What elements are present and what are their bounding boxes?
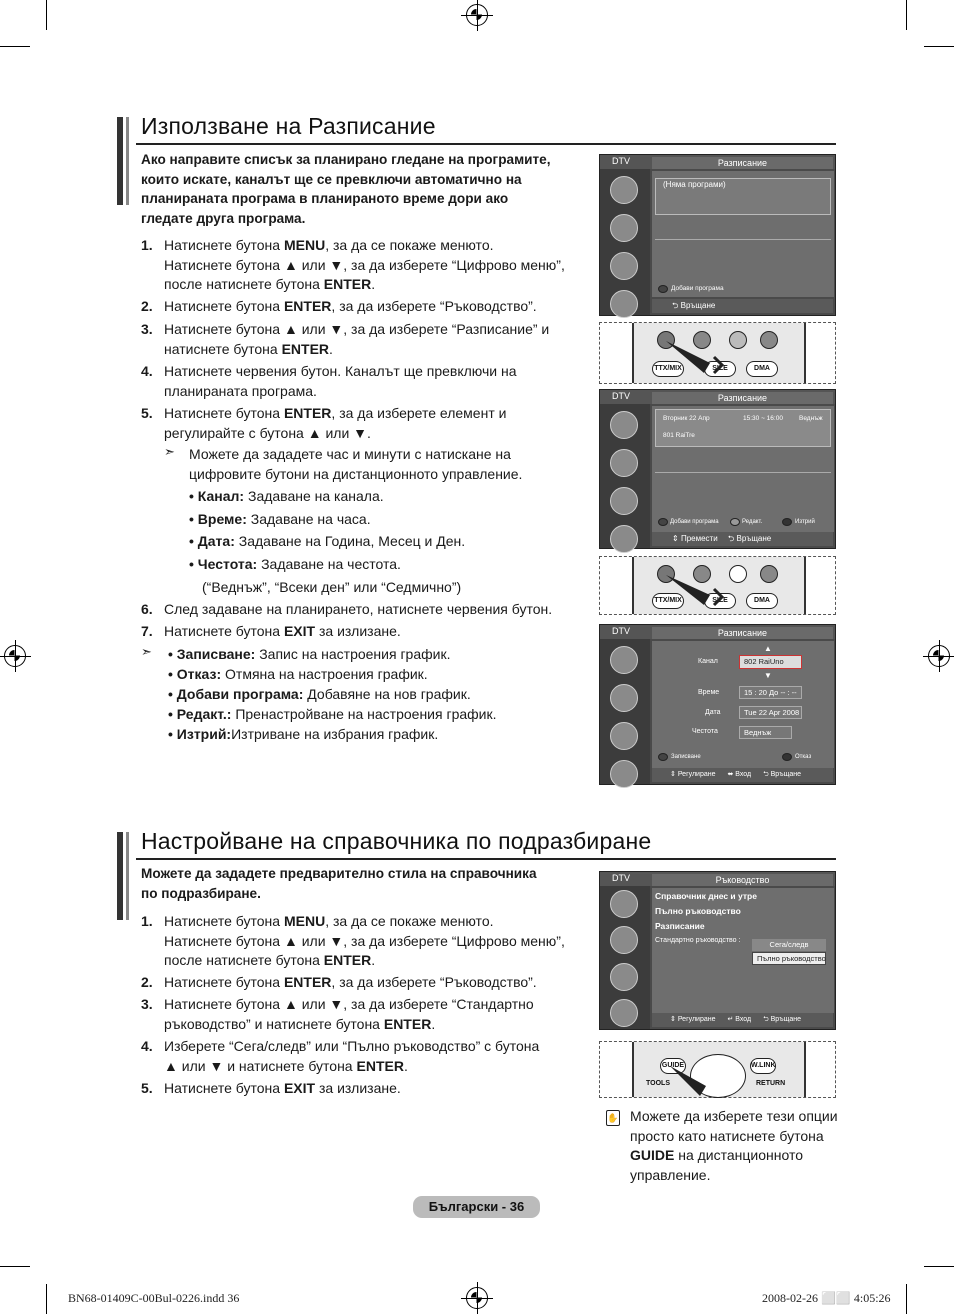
- input-icon: [610, 999, 638, 1027]
- dtv-label: DTV: [612, 873, 630, 883]
- step-item: [141, 995, 591, 1035]
- step-line: ръководство” и натиснете бутона ENTER.: [164, 1015, 436, 1032]
- crop-mark: [906, 1284, 907, 1314]
- red-button-icon: [658, 753, 668, 761]
- crop-mark: [46, 1284, 47, 1314]
- menu-sidebar: [600, 169, 650, 315]
- bullet-text: Отмяна на настроения график.: [221, 666, 428, 682]
- ttx-mix-button: TTX/MIX: [652, 593, 684, 609]
- step-number: 1.: [141, 913, 153, 929]
- screen-title: Ръководство: [652, 874, 833, 886]
- step-number: 5.: [141, 405, 153, 421]
- picture-icon: [610, 411, 638, 439]
- step-line: Натиснете бутона ENTER, за да изберете елемент и: [164, 405, 507, 421]
- input-icon: [610, 760, 638, 788]
- save-label: Записване: [671, 754, 701, 760]
- pointer-hand-icon: [666, 1064, 726, 1098]
- blue-button-icon: [760, 565, 778, 583]
- back-label: Връщане: [736, 534, 772, 543]
- note-line: Можете да зададете час и минути с натискане на: [189, 446, 511, 462]
- section-bar: [126, 117, 129, 205]
- yellow-button-icon: [729, 331, 747, 349]
- screen-footer: ⮌ Връщане: [652, 299, 833, 313]
- frequency-values: (“Веднъж”, “Всеки ден” или “Седмично”): [202, 579, 462, 595]
- guide-note: [630, 1107, 840, 1185]
- tv-screen-schedule-empty: [599, 154, 836, 316]
- empty-label: (Няма програми): [663, 180, 726, 189]
- step-line: Натиснете бутона ▲ или ▼, за да изберете “Цифрово меню”,: [164, 932, 565, 949]
- note-line: цифровите бутони на дистанционното управление.: [189, 465, 523, 482]
- schedule-edit-panel: [652, 641, 834, 768]
- step-line: Натиснете бутона EXIT за излизане.: [164, 1080, 401, 1096]
- step-line: След задаване на планирането, натиснете червения бутон.: [164, 601, 553, 617]
- bullet-text: Пренастройване на настроения график.: [231, 706, 497, 722]
- add-program-label: Добави програма: [671, 285, 724, 292]
- sound-icon: [610, 449, 638, 477]
- screen-footer: ⇕ Регулиране ⬌ Вход ⮌ Връщане: [652, 768, 833, 782]
- option-text: Задаване на канала.: [244, 488, 384, 504]
- bullet-label: • Добави програма:: [168, 686, 304, 702]
- step-line: Натиснете бутона ENTER, за да изберете “Ръководство”.: [164, 974, 537, 990]
- input-icon: [610, 290, 638, 318]
- remote-illustration: [599, 322, 836, 384]
- pointer-hand-icon: [664, 337, 724, 377]
- step-number: 7.: [141, 623, 153, 639]
- page-number-badge: Български - 36: [413, 1196, 540, 1218]
- step-item: [141, 973, 591, 993]
- option-label: • Честота:: [189, 556, 258, 572]
- bullet-text: Запис на настроения график.: [255, 646, 451, 662]
- step-item: [141, 320, 591, 360]
- step-item: [141, 622, 591, 642]
- step-item: [141, 912, 591, 972]
- section-title: Настройване на справочника по подразбиране: [141, 828, 652, 854]
- back-label: Връщане: [680, 301, 716, 310]
- back-label: Връщане: [770, 771, 801, 778]
- bullet-item: [168, 704, 588, 724]
- section-bar: [117, 832, 123, 920]
- move-label: Премести: [680, 534, 718, 543]
- dma-button: DMA: [746, 593, 778, 609]
- registration-mark-icon: [928, 645, 950, 667]
- sound-icon: [610, 684, 638, 712]
- intro-line: по подразбиране.: [141, 885, 261, 901]
- footer-file: BN68-01409C-00Bul-0226.indd 36: [68, 1291, 240, 1305]
- step-number: 6.: [141, 601, 153, 617]
- menu-item[interactable]: Справочник днес и утре: [655, 891, 757, 901]
- intro-line: планираната програма в планираното време дори ако: [141, 191, 509, 206]
- step-item: [141, 1037, 591, 1077]
- yellow-button-icon: [729, 565, 747, 583]
- step-number: 5.: [141, 1080, 153, 1096]
- step-number: 4.: [141, 363, 153, 379]
- step-line: планираната програма.: [164, 382, 317, 399]
- divider: [655, 472, 831, 473]
- setup-icon: [610, 963, 638, 991]
- date-label: Дата: [705, 709, 721, 716]
- option-item: [189, 510, 371, 530]
- remote-illustration: [599, 556, 836, 615]
- dtv-label: DTV: [612, 391, 630, 401]
- tv-screen-schedule-list: [599, 389, 836, 549]
- step-number: 4.: [141, 1038, 153, 1054]
- yellow-button-icon: [782, 518, 792, 526]
- bullet-label: • Отказ:: [168, 666, 222, 682]
- intro-paragraph: [141, 864, 591, 903]
- section-title: Използване на Разписание: [141, 113, 436, 139]
- registration-mark-icon: [466, 4, 488, 26]
- edit-label: Редакт.: [742, 519, 763, 525]
- note-line: GUIDE на дистанционното: [630, 1147, 804, 1164]
- setup-icon: [610, 487, 638, 515]
- channel-field[interactable]: 802 RaiUno: [739, 655, 802, 669]
- bullet-label: • Изтрий:: [168, 726, 232, 742]
- default-guide-label: Стандартно ръководство: [655, 937, 737, 944]
- option-label: • Дата:: [189, 533, 235, 549]
- remote-illustration: [599, 1041, 836, 1098]
- enter-label: Вход: [735, 1016, 752, 1023]
- step-item: [141, 362, 591, 402]
- dtv-label: DTV: [612, 156, 630, 166]
- down-arrow-icon: ▼: [764, 671, 772, 680]
- crop-mark: [924, 46, 954, 47]
- menu-sidebar: [600, 639, 650, 784]
- registration-mark-icon: [4, 645, 26, 667]
- step-line: Натиснете бутона EXIT за излизане.: [164, 623, 401, 639]
- note-line: управление.: [630, 1166, 711, 1183]
- screen-footer: ⇕ Премести ⮌ Връщане: [652, 532, 833, 546]
- dma-button: DMA: [746, 361, 778, 377]
- input-icon: [610, 525, 638, 553]
- intro-line: гледате друга програма.: [141, 210, 306, 226]
- sound-icon: [610, 214, 638, 242]
- cancel-label: Отказ: [795, 754, 812, 760]
- green-button-icon: [730, 518, 740, 526]
- note-arrow-icon: ➣: [141, 644, 152, 659]
- step-item: [141, 600, 591, 620]
- screen-title: Разписание: [652, 627, 833, 639]
- screen-title: Разписание: [652, 392, 833, 404]
- step-line: натиснете бутона ENTER.: [164, 340, 333, 357]
- channel-label: Канал: [698, 658, 718, 665]
- up-arrow-icon: ▲: [764, 644, 772, 653]
- option-text: Задаване на Година, Месец и Ден.: [234, 533, 466, 549]
- step-line: Натиснете бутона MENU, за да се покаже менюто.: [164, 237, 494, 253]
- dtv-label: DTV: [612, 626, 630, 636]
- crop-mark: [0, 46, 30, 47]
- menu-item[interactable]: Разписание: [655, 921, 705, 931]
- option-item: [189, 532, 465, 552]
- screen-title: Разписание: [652, 157, 833, 169]
- ttx-mix-button: TTX/MIX: [652, 361, 684, 377]
- sound-icon: [610, 926, 638, 954]
- tv-screen-guide: [599, 871, 836, 1030]
- step-number: 2.: [141, 974, 153, 990]
- divider: [655, 239, 831, 240]
- add-program-label: Добави програма: [670, 519, 719, 525]
- step-item: [141, 236, 591, 296]
- crop-mark: [924, 1266, 954, 1267]
- note-hand-icon: ✋: [606, 1110, 620, 1126]
- step-number: 3.: [141, 996, 153, 1012]
- bullet-text: Изтриване на избрания график.: [231, 726, 439, 742]
- step-line: Изберете “Сега/следв” или “Пълно ръководство” с бутона: [164, 1038, 540, 1054]
- crop-mark: [0, 1266, 30, 1267]
- size-button: SIZE: [704, 593, 736, 609]
- step-item: [141, 1079, 591, 1099]
- guide-button: GUIDE: [660, 1058, 686, 1074]
- intro-line: Можете да зададете предварително стила на справочника: [141, 866, 537, 881]
- option-item: [189, 487, 384, 507]
- bullet-item: [168, 724, 588, 744]
- bullet-text: Добавяне на нов график.: [303, 686, 471, 702]
- tools-label: TOOLS: [646, 1080, 670, 1087]
- row-frequency: Веднъж: [799, 415, 823, 422]
- row-channel: 801 RaiTre: [663, 432, 695, 439]
- option-text: Задаване на часа.: [246, 511, 371, 527]
- note-text: [189, 445, 589, 484]
- intro-line: които искате, каналът ще се превключи автоматично на: [141, 171, 522, 187]
- enter-label: Вход: [735, 771, 752, 778]
- guide-panel: [652, 888, 834, 1013]
- row-time: 15:30 ~ 16:00: [743, 415, 783, 422]
- note-line: просто като натиснете бутона: [630, 1127, 824, 1144]
- picture-icon: [610, 646, 638, 674]
- date-field[interactable]: Tue 22 Apr 2008: [739, 706, 802, 719]
- bullet-item: [168, 684, 588, 704]
- menu-sidebar: [600, 886, 650, 1029]
- footer-date: 2008-02-26 ⬜⬜ 4:05:26: [762, 1291, 891, 1305]
- crop-mark: [906, 0, 907, 30]
- step-number: 3.: [141, 321, 153, 337]
- step-line: после натиснете бутона ENTER.: [164, 952, 376, 969]
- step-item: [141, 404, 591, 444]
- bullet-item: [168, 664, 588, 684]
- note-line: Можете да изберете тези опции: [630, 1108, 838, 1124]
- delete-label: Изтрий: [795, 519, 815, 525]
- step-number: 2.: [141, 298, 153, 314]
- intro-paragraph: [141, 150, 591, 228]
- step-line: после натиснете бутона ENTER.: [164, 276, 376, 293]
- schedule-panel: [652, 171, 834, 297]
- option-label: • Време:: [189, 511, 247, 527]
- step-line: Натиснете бутона ENTER, за да изберете “Ръководство”.: [164, 298, 537, 314]
- section-bar: [117, 117, 123, 205]
- setup-icon: [610, 722, 638, 750]
- size-button: SIZE: [704, 361, 736, 377]
- red-button-icon: [658, 285, 668, 293]
- setup-icon: [610, 252, 638, 280]
- pointer-hand-icon: [664, 571, 724, 611]
- wlink-button: W.LINK: [750, 1058, 776, 1074]
- section-underline: [136, 858, 836, 860]
- step-line: Натиснете бутона MENU, за да се покаже менюто.: [164, 913, 494, 929]
- menu-item[interactable]: Пълно ръководство: [655, 906, 741, 916]
- step-item: [141, 297, 591, 317]
- back-label: Връщане: [770, 1016, 801, 1023]
- menu-item[interactable]: Стандартно ръководство :: [655, 937, 741, 944]
- bullet-label: • Редакт.:: [168, 706, 232, 722]
- schedule-panel: [652, 406, 834, 532]
- red-button-icon: [658, 518, 668, 526]
- step-line: регулирайте с бутона ▲ или ▼.: [164, 424, 371, 441]
- option-text: Задаване на честота.: [257, 556, 401, 572]
- tv-screen-schedule-edit: [599, 624, 836, 785]
- adjust-label: Регулиране: [677, 771, 716, 778]
- menu-sidebar: [600, 404, 650, 548]
- intro-line: Ако направите списък за планирано гледане на програмите,: [141, 152, 551, 167]
- crop-mark: [46, 0, 47, 30]
- green-button-icon: [782, 753, 792, 761]
- picture-icon: [610, 890, 638, 918]
- adjust-label: Регулиране: [677, 1016, 716, 1023]
- option-label: • Канал:: [189, 488, 245, 504]
- section-bar: [126, 832, 129, 920]
- option-full-guide[interactable]: Пълно ръководство: [752, 952, 826, 965]
- note-arrow-icon: ➣: [164, 444, 175, 459]
- step-number: 1.: [141, 237, 153, 253]
- step-line: ▲ или ▼ и натиснете бутона ENTER.: [164, 1057, 408, 1074]
- bullet-item: [168, 644, 588, 664]
- time-field[interactable]: 15 : 20 До -- : --: [739, 686, 802, 699]
- frequency-label: Честота: [692, 728, 718, 735]
- return-label: RETURN: [756, 1080, 786, 1087]
- option-item: [189, 555, 401, 575]
- step-line: Натиснете бутона ▲ или ▼, за да изберете “Разписание” и: [164, 321, 550, 337]
- option-now-next[interactable]: Сега/следв: [752, 939, 826, 951]
- row-date: Вторник 22 Апр: [663, 415, 710, 422]
- step-line: Натиснете бутона ▲ или ▼, за да изберете “Стандартно: [164, 996, 534, 1012]
- time-label: Време: [698, 689, 720, 696]
- blue-button-icon: [760, 331, 778, 349]
- step-line: Натиснете бутона ▲ или ▼, за да изберете “Цифрово меню”,: [164, 256, 565, 273]
- registration-mark-icon: [466, 1287, 488, 1309]
- step-line: Натиснете червения бутон. Каналът ще превключи на: [164, 363, 517, 379]
- picture-icon: [610, 176, 638, 204]
- section-underline: [136, 143, 836, 145]
- bullet-label: • Записване:: [168, 646, 256, 662]
- frequency-field[interactable]: Веднъж: [739, 726, 792, 739]
- bullet-list: [168, 644, 588, 744]
- screen-footer: ⇕ Регулиране ↵ Вход ⮌ Връщане: [652, 1013, 833, 1027]
